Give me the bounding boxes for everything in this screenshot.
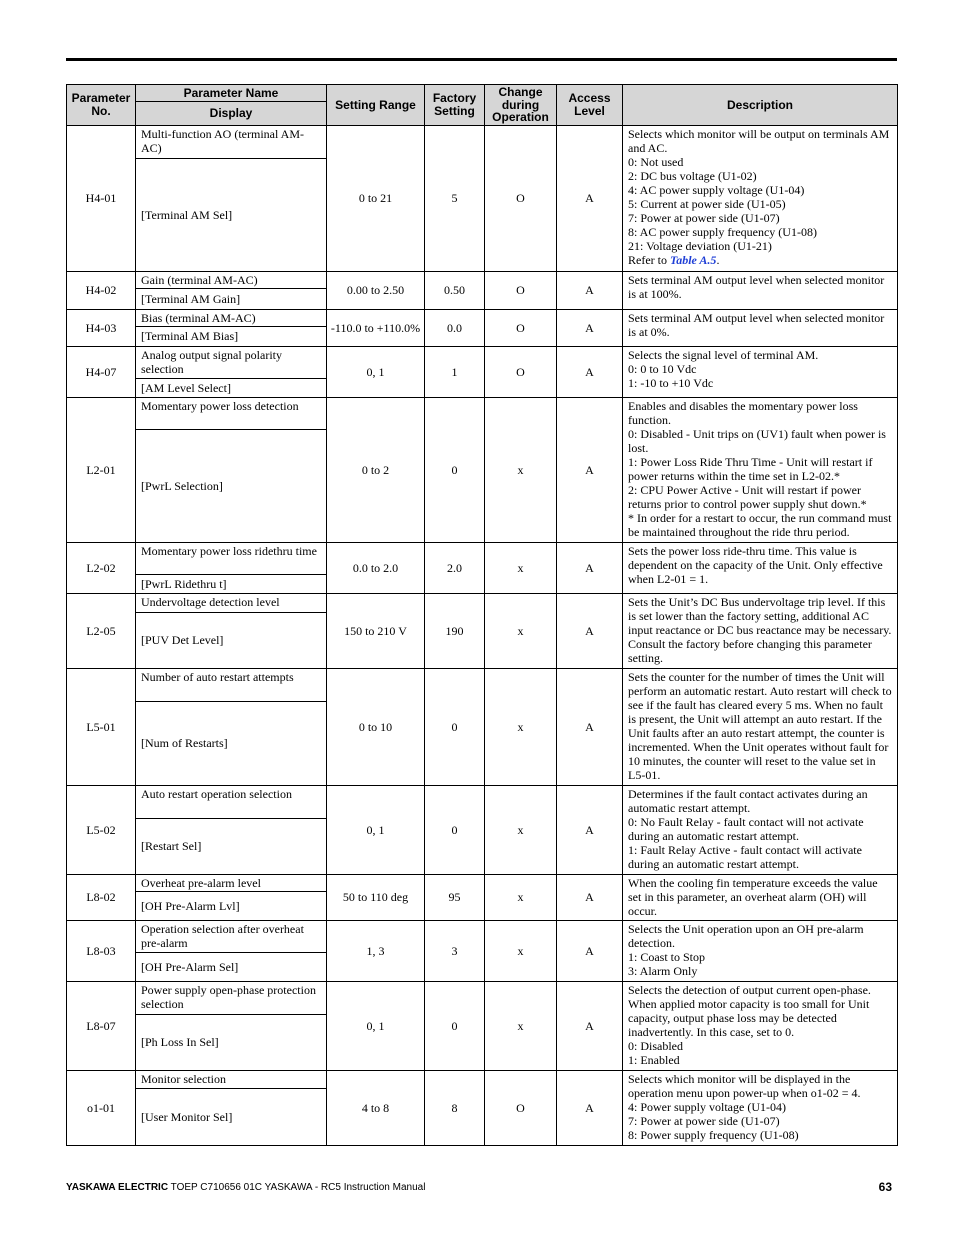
page-number: 63 (878, 1180, 892, 1194)
setting-range-cell: 50 to 110 deg (327, 874, 425, 920)
setting-range-cell: 4 to 8 (327, 1070, 425, 1145)
param-name-cell: Overheat pre-alarm level (136, 874, 327, 891)
description-line: 4: AC power supply voltage (U1-04) (628, 182, 805, 197)
access-level-cell: A (557, 271, 623, 309)
description-line: 8: AC power supply frequency (U1-08) (628, 224, 817, 239)
description-cell (623, 668, 898, 785)
setting-range-cell: 1, 3 (327, 920, 425, 981)
change-during-op-cell: x (485, 785, 557, 874)
param-name-cell: Momentary power loss ridethru time (136, 542, 327, 574)
setting-range-cell: -110.0 to +110.0% (327, 309, 425, 346)
footer-doc-info (66, 1182, 425, 1193)
reference-suffix: . (716, 252, 720, 267)
description-cell (623, 125, 898, 271)
factory-setting-cell: 0 (425, 668, 485, 785)
access-level-cell: A (557, 785, 623, 874)
param-display-cell: [OH Pre-Alarm Sel] (136, 952, 327, 981)
param-name-cell: Power supply open-phase protection selection (136, 981, 327, 1014)
description-line: Selects which monitor will be output on terminals AM and AC. (628, 126, 890, 155)
change-during-op-cell: x (485, 593, 557, 668)
table-row (67, 874, 898, 891)
description-cell (623, 981, 898, 1070)
factory-setting-cell: 95 (425, 874, 485, 920)
footer-doc-title: TOEP C710656 01C YASKAWA - RC5 Instruction Manual (168, 1182, 426, 1193)
table-row (67, 981, 898, 1014)
header-factory-setting: Factory Setting (425, 85, 485, 126)
table-row (67, 397, 898, 429)
param-display-cell: [Ph Loss In Sel] (136, 1014, 327, 1070)
table-row (67, 542, 898, 574)
factory-setting-cell: 0.50 (425, 271, 485, 309)
param-display-cell: [PwrL Selection] (136, 429, 327, 542)
param-display-cell: [Terminal AM Sel] (136, 158, 327, 271)
access-level-cell: A (557, 346, 623, 397)
description-line: 0: Disabled - Unit trips on (UV1) fault when power is lost. (628, 426, 886, 455)
param-no-cell: L5-02 (67, 785, 136, 874)
setting-range-cell: 0 to 10 (327, 668, 425, 785)
description-line: Sets terminal AM output level when selected monitor is at 0%. (628, 310, 885, 339)
param-display-cell: [User Monitor Sel] (136, 1088, 327, 1145)
table-row (67, 920, 898, 952)
param-no-cell: L8-03 (67, 920, 136, 981)
description-line: When the cooling fin temperature exceeds the value set in this parameter, an overheat alarm (OH) will occur. (628, 875, 878, 918)
description-cell (623, 874, 898, 920)
description-cell (623, 397, 898, 542)
table-row (67, 125, 898, 158)
description-line: Sets the Unit’s DC Bus undervoltage trip level. If this is set lower than the factory setting, additional AC input reactance or DC bus reactance may be necessary. Consult the factory before changing this parameter setting. (628, 594, 892, 665)
param-display-cell: [Restart Sel] (136, 818, 327, 874)
factory-setting-cell: 0 (425, 397, 485, 542)
access-level-cell: A (557, 920, 623, 981)
change-during-op-cell: O (485, 125, 557, 271)
setting-range-cell: 0 to 2 (327, 397, 425, 542)
description-cell (623, 271, 898, 309)
param-no-cell: H4-07 (67, 346, 136, 397)
table-reference-link[interactable]: Table A.5 (669, 252, 717, 267)
description-line: 7: Power at power side (U1-07) (628, 210, 780, 225)
factory-setting-cell: 0 (425, 981, 485, 1070)
table-row (67, 346, 898, 378)
description-line: 8: Power supply frequency (U1-08) (628, 1127, 799, 1142)
param-display-cell: [Num of Restarts] (136, 701, 327, 785)
param-display-cell: [Terminal AM Bias] (136, 326, 327, 346)
param-no-cell: H4-01 (67, 125, 136, 271)
description-line: 0: No Fault Relay - fault contact will not activate during an automatic restart attempt. (628, 814, 864, 843)
param-name-cell: Auto restart operation selection (136, 785, 327, 818)
param-display-cell: [AM Level Select] (136, 378, 327, 397)
description-cell (623, 1070, 898, 1145)
description-cell (623, 346, 898, 397)
description-line: Sets terminal AM output level when selected monitor is at 100%. (628, 272, 885, 301)
description-line: 0: Not used (628, 154, 684, 169)
description-cell (623, 542, 898, 593)
change-during-op-cell: x (485, 874, 557, 920)
reference-prefix: Refer to (628, 252, 670, 267)
factory-setting-cell: 0.0 (425, 309, 485, 346)
parameter-table (66, 84, 898, 1146)
table-row (67, 668, 898, 701)
param-name-cell: Undervoltage detection level (136, 593, 327, 612)
description-line: * In order for a restart to occur, the run command must be maintained throughout the ride thru period. (628, 510, 892, 539)
header-change-during-operation: Change during Operation (485, 85, 557, 126)
change-during-op-cell: O (485, 1070, 557, 1145)
description-cell (623, 593, 898, 668)
access-level-cell: A (557, 542, 623, 593)
header-parameter-name: Parameter Name (136, 85, 327, 102)
description-line: 1: Fault Relay Active - fault contact will activate during an automatic restart attempt. (628, 842, 862, 871)
table-row (67, 785, 898, 818)
description-line: 4: Power supply voltage (U1-04) (628, 1099, 786, 1114)
param-name-cell: Bias (terminal AM-AC) (136, 309, 327, 326)
factory-setting-cell: 0 (425, 785, 485, 874)
description-line: 7: Power at power side (U1-07) (628, 1113, 780, 1128)
table-body (67, 125, 898, 1145)
description-cell (623, 309, 898, 346)
header-display: Display (136, 102, 327, 125)
param-display-cell: [PUV Det Level] (136, 612, 327, 668)
footer-company: YASKAWA ELECTRIC (66, 1182, 169, 1193)
setting-range-cell: 0, 1 (327, 785, 425, 874)
change-during-op-cell: O (485, 271, 557, 309)
description-line: 1: -10 to +10 Vdc (628, 375, 714, 390)
description-line: 5: Current at power side (U1-05) (628, 196, 786, 211)
param-display-cell: [OH Pre-Alarm Lvl] (136, 891, 327, 920)
description-line: Sets the counter for the number of times the Unit will perform an automatic restart. Auto restart will check to see if the fault has cleared every 5 ms. When no fault is present, the Unit will attempt an auto restart. If the Unit faults after an auto restart attempt, the counter is incremented. When the Unit operates without fault for 10 minutes, the counter will reset to the value set in L5-01. (628, 669, 892, 782)
param-no-cell: L2-02 (67, 542, 136, 593)
header-parameter-no: Parameter No. (67, 85, 136, 126)
description-line: Selects the signal level of terminal AM. (628, 347, 819, 362)
param-display-cell: [Terminal AM Gain] (136, 288, 327, 309)
param-name-cell: Gain (terminal AM-AC) (136, 271, 327, 288)
setting-range-cell: 0.0 to 2.0 (327, 542, 425, 593)
header-description: Description (623, 85, 898, 126)
change-during-op-cell: O (485, 309, 557, 346)
description-line: Determines if the fault contact activates during an automatic restart attempt. (628, 786, 868, 815)
factory-setting-cell: 1 (425, 346, 485, 397)
param-name-cell: Momentary power loss detection (136, 397, 327, 429)
table-row (67, 1070, 898, 1088)
access-level-cell: A (557, 981, 623, 1070)
description-line: Sets the power loss ride-thru time. This value is dependent on the capacity of the Unit. Only effective when L2-01 = 1. (628, 543, 883, 586)
change-during-op-cell: x (485, 920, 557, 981)
param-no-cell: o1-01 (67, 1070, 136, 1145)
param-no-cell: L5-01 (67, 668, 136, 785)
top-rule (66, 58, 897, 61)
access-level-cell: A (557, 874, 623, 920)
param-no-cell: H4-03 (67, 309, 136, 346)
access-level-cell: A (557, 309, 623, 346)
change-during-op-cell: O (485, 346, 557, 397)
description-line: 0: 0 to 10 Vdc (628, 361, 697, 376)
param-no-cell: L2-01 (67, 397, 136, 542)
description-cell (623, 785, 898, 874)
param-name-cell: Analog output signal polarity selection (136, 346, 327, 378)
access-level-cell: A (557, 125, 623, 271)
description-line: 0: Disabled (628, 1038, 683, 1053)
table-row (67, 593, 898, 612)
param-name-cell: Multi-function AO (terminal AM-AC) (136, 125, 327, 158)
description-line: 1: Coast to Stop (628, 949, 706, 964)
description-line: 1: Power Loss Ride Thru Time - Unit will restart if power returns within the time set in L2-02.* (628, 454, 873, 483)
description-line: 21: Voltage deviation (U1-21) (628, 238, 772, 253)
setting-range-cell: 0.00 to 2.50 (327, 271, 425, 309)
setting-range-cell: 0 to 21 (327, 125, 425, 271)
access-level-cell: A (557, 593, 623, 668)
factory-setting-cell: 2.0 (425, 542, 485, 593)
factory-setting-cell: 8 (425, 1070, 485, 1145)
param-no-cell: L8-02 (67, 874, 136, 920)
access-level-cell: A (557, 1070, 623, 1145)
param-name-cell: Monitor selection (136, 1070, 327, 1088)
setting-range-cell: 0, 1 (327, 346, 425, 397)
access-level-cell: A (557, 397, 623, 542)
description-cell (623, 920, 898, 981)
setting-range-cell: 150 to 210 V (327, 593, 425, 668)
header-access-level: Access Level (557, 85, 623, 126)
param-no-cell: H4-02 (67, 271, 136, 309)
change-during-op-cell: x (485, 542, 557, 593)
param-name-cell: Operation selection after overheat pre-alarm (136, 920, 327, 952)
description-line: 2: DC bus voltage (U1-02) (628, 168, 757, 183)
param-no-cell: L2-05 (67, 593, 136, 668)
param-name-cell: Number of auto restart attempts (136, 668, 327, 701)
description-reference (628, 253, 893, 267)
setting-range-cell: 0, 1 (327, 981, 425, 1070)
description-line: Selects the Unit operation upon an OH pre-alarm detection. (628, 921, 864, 950)
description-line: Selects which monitor will be displayed in the operation menu upon power-up when o1-02 = 4. (628, 1071, 861, 1100)
factory-setting-cell: 5 (425, 125, 485, 271)
factory-setting-cell: 3 (425, 920, 485, 981)
description-line: Selects the detection of output current open-phase. When applied motor capacity is too small for Unit capacity, output phase loss may be detected inadvertently. In this case, set to 0. (628, 982, 871, 1039)
description-line: 3: Alarm Only (628, 963, 698, 978)
param-no-cell: L8-07 (67, 981, 136, 1070)
factory-setting-cell: 190 (425, 593, 485, 668)
table-row (67, 271, 898, 288)
header-setting-range: Setting Range (327, 85, 425, 126)
access-level-cell: A (557, 668, 623, 785)
description-line: 2: CPU Power Active - Unit will restart if power returns prior to control power supply shut down.* (628, 482, 867, 511)
table-row (67, 309, 898, 326)
description-line: 1: Enabled (628, 1052, 680, 1067)
description-line: Enables and disables the momentary power loss function. (628, 398, 858, 427)
change-during-op-cell: x (485, 397, 557, 542)
change-during-op-cell: x (485, 981, 557, 1070)
param-display-cell: [PwrL Ridethru t] (136, 574, 327, 593)
change-during-op-cell: x (485, 668, 557, 785)
